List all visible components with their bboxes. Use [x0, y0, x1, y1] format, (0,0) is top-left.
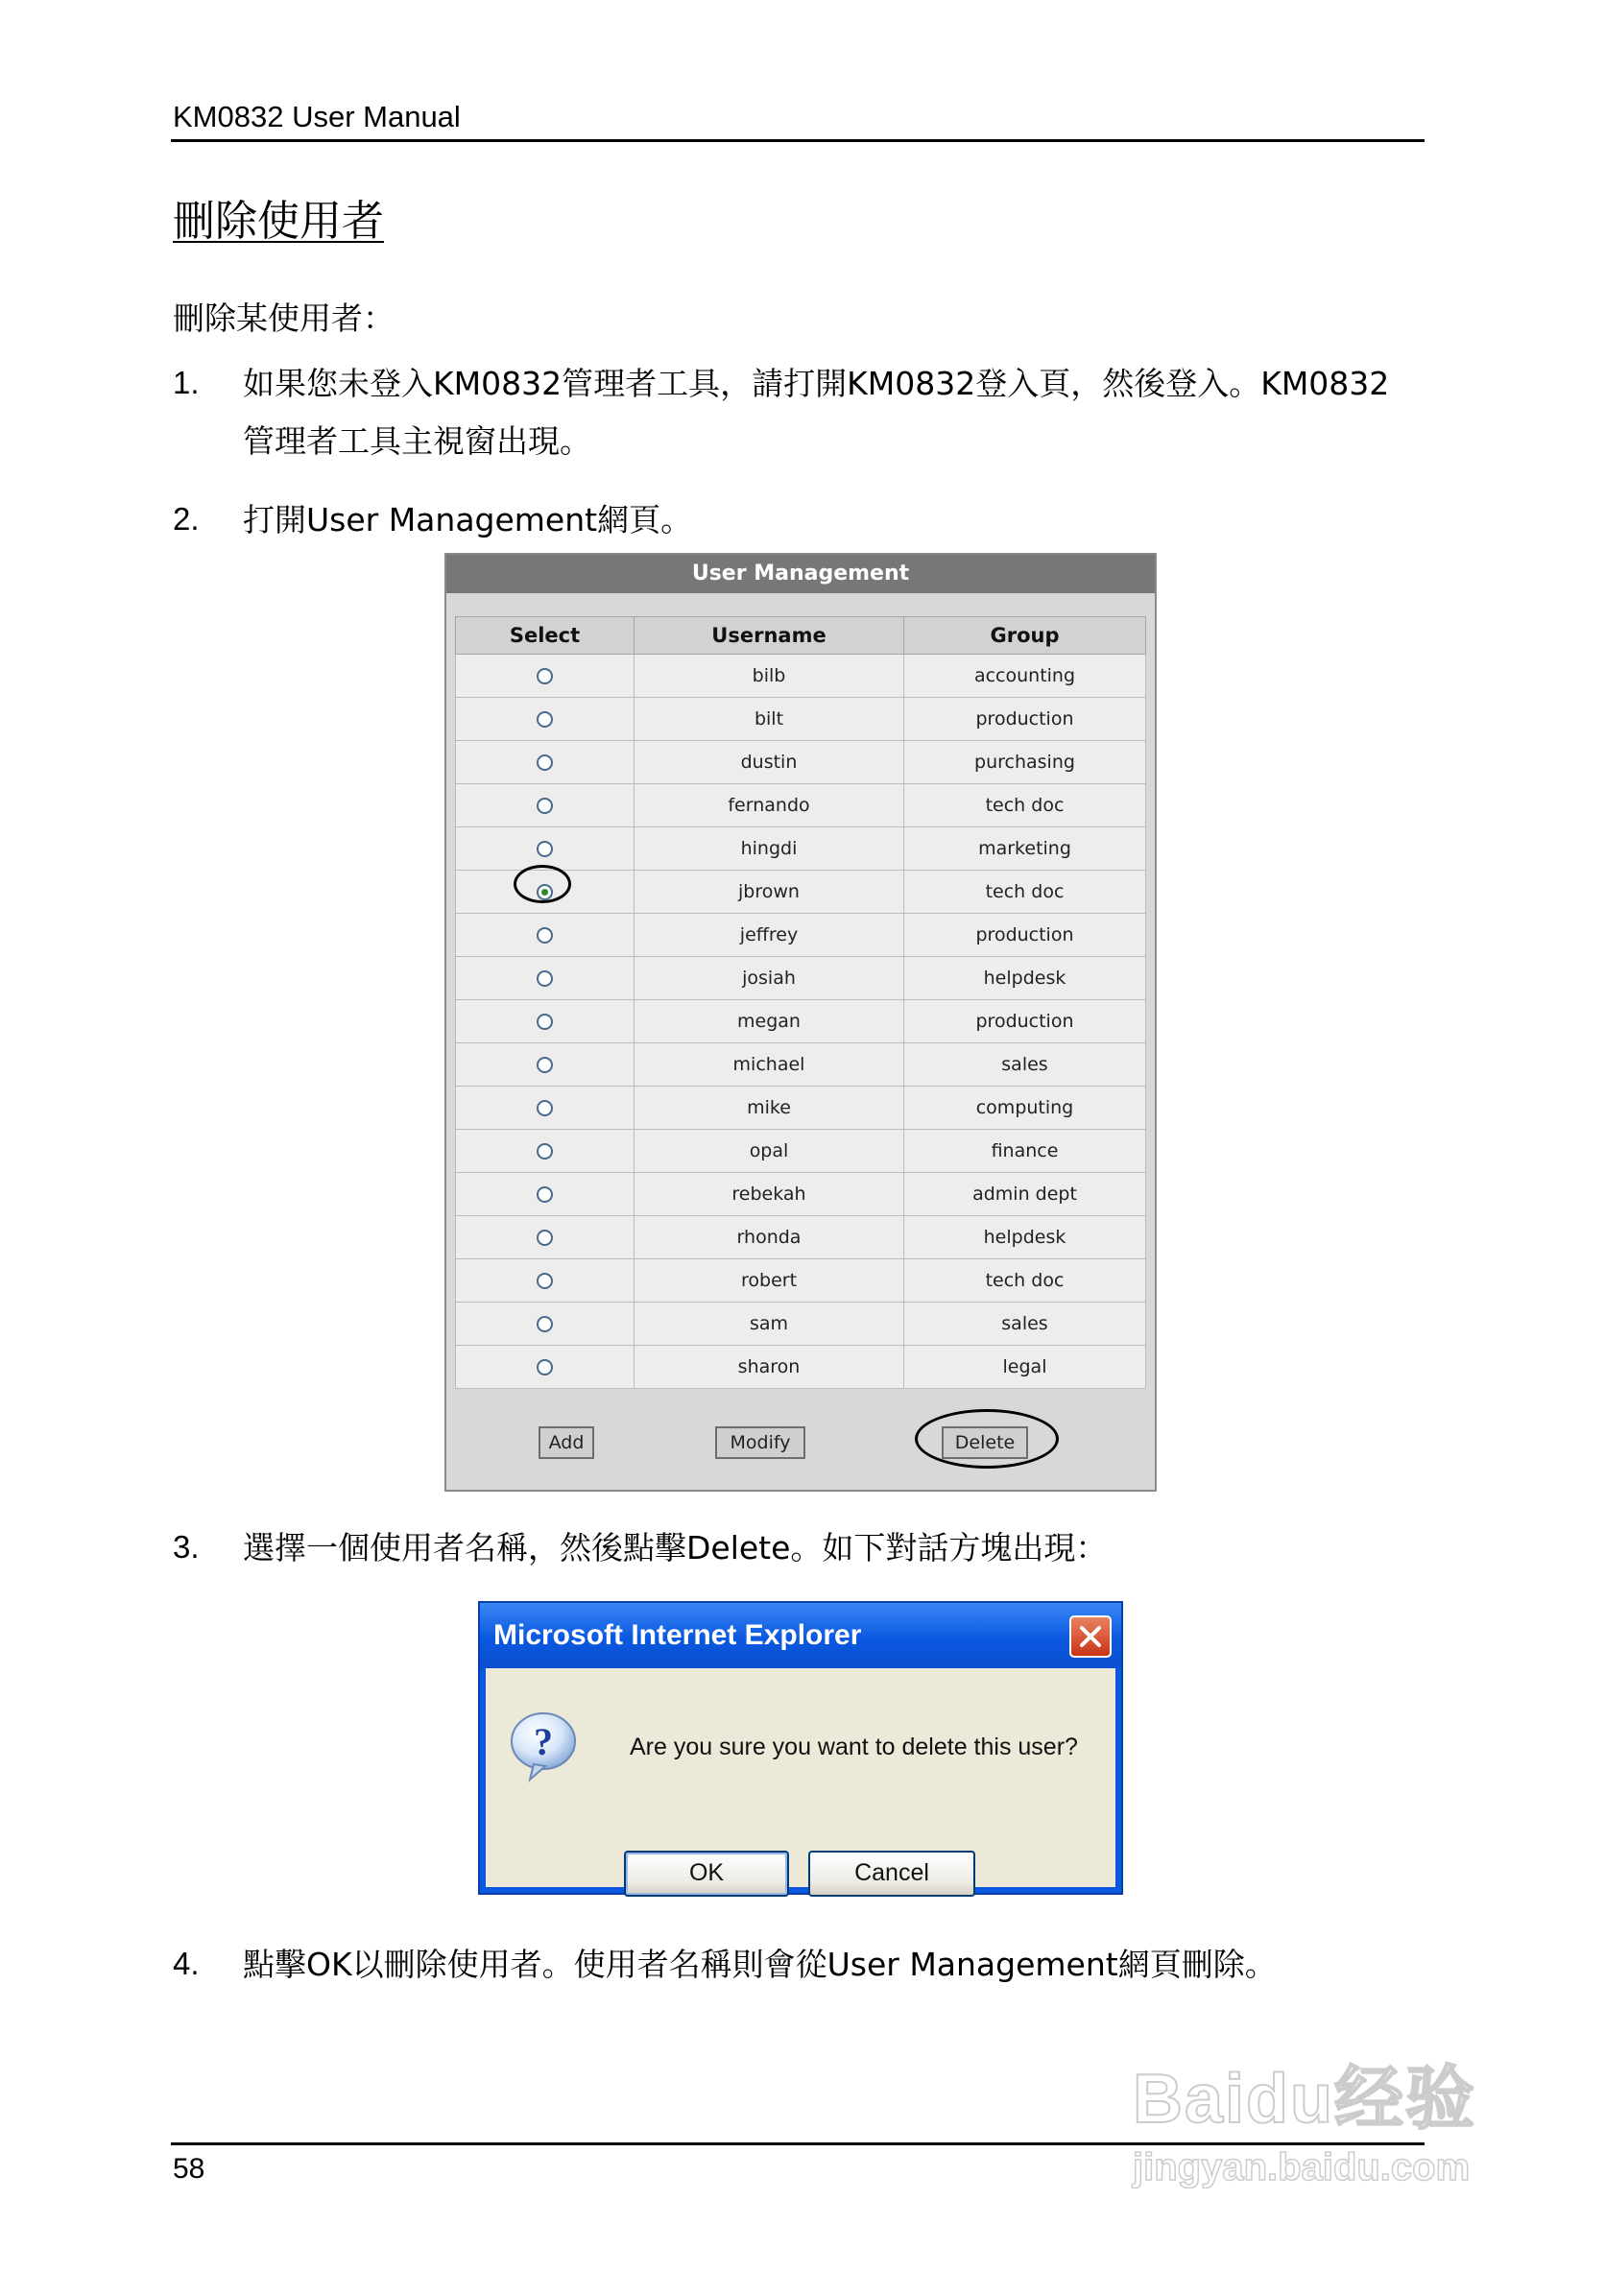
- group-cell: purchasing: [904, 741, 1146, 784]
- username-cell: opal: [635, 1130, 904, 1173]
- select-radio[interactable]: [537, 1057, 553, 1073]
- select-cell: [456, 1130, 635, 1173]
- confirm-dialog: [478, 1601, 1123, 1895]
- select-radio[interactable]: [537, 1100, 553, 1116]
- step-text: [243, 1936, 1277, 1994]
- group-cell: production: [904, 914, 1146, 957]
- username-cell: bilb: [635, 655, 904, 698]
- select-cell: [456, 1216, 635, 1259]
- username-cell: josiah: [635, 957, 904, 1000]
- user-table-body: [456, 655, 1146, 1389]
- select-radio[interactable]: [537, 1359, 553, 1375]
- table-row: [456, 1173, 1146, 1216]
- table-row: [456, 655, 1146, 698]
- dialog-body: [486, 1668, 1115, 1887]
- table-row: [456, 698, 1146, 741]
- step-line: 如果您未登入KM0832管理者工具，請打開KM0832登入頁，然後登入。KM0832: [243, 365, 1390, 402]
- table-row: [456, 957, 1146, 1000]
- table-row: [456, 871, 1146, 914]
- select-cell: [456, 827, 635, 871]
- username-cell: sam: [635, 1303, 904, 1346]
- watermark-url: jingyan.baidu.com: [1133, 2146, 1471, 2188]
- table-row: [456, 1259, 1146, 1303]
- step-line: 管理者工具主視窗出現。: [243, 422, 591, 460]
- question-icon: [505, 1707, 586, 1791]
- select-radio[interactable]: [537, 711, 553, 728]
- dialog-title: Microsoft Internet Explorer: [493, 1619, 862, 1651]
- step-line: 點擊OK以刪除使用者。使用者名稱則會從User Management網頁刪除。: [243, 1946, 1277, 1983]
- select-radio[interactable]: [537, 927, 553, 944]
- select-radio[interactable]: [537, 841, 553, 857]
- step-number: 1.: [173, 365, 200, 400]
- username-cell: megan: [635, 1000, 904, 1043]
- group-cell: production: [904, 1000, 1146, 1043]
- table-row: [456, 1130, 1146, 1173]
- select-radio[interactable]: [537, 668, 553, 684]
- select-radio[interactable]: [537, 1014, 553, 1030]
- select-cell: [456, 914, 635, 957]
- step-line: 打開User Management網頁。: [243, 501, 693, 538]
- page-number: 58: [173, 2153, 205, 2185]
- select-cell: [456, 1087, 635, 1130]
- select-radio[interactable]: [537, 1273, 553, 1289]
- select-radio[interactable]: [537, 970, 553, 987]
- select-cell: [456, 1173, 635, 1216]
- username-cell: rhonda: [635, 1216, 904, 1259]
- group-cell: tech doc: [904, 1259, 1146, 1303]
- group-cell: helpdesk: [904, 957, 1146, 1000]
- dialog-message: Are you sure you want to delete this user?: [630, 1734, 1078, 1760]
- group-cell: legal: [904, 1346, 1146, 1389]
- header-rule: [171, 139, 1425, 142]
- username-cell: michael: [635, 1043, 904, 1087]
- table-row: [456, 1346, 1146, 1389]
- username-cell: hingdi: [635, 827, 904, 871]
- username-cell: jeffrey: [635, 914, 904, 957]
- group-cell: tech doc: [904, 871, 1146, 914]
- group-cell: marketing: [904, 827, 1146, 871]
- column-header-group: Group: [904, 617, 1146, 655]
- group-cell: finance: [904, 1130, 1146, 1173]
- step-number: 3.: [173, 1529, 200, 1565]
- table-row: [456, 741, 1146, 784]
- select-radio[interactable]: [537, 754, 553, 771]
- username-cell: jbrown: [635, 871, 904, 914]
- column-header-select: Select: [456, 617, 635, 655]
- select-radio[interactable]: [537, 1186, 553, 1203]
- modify-button[interactable]: Modify: [715, 1426, 805, 1459]
- column-header-username: Username: [635, 617, 904, 655]
- select-cell: [456, 655, 635, 698]
- username-cell: dustin: [635, 741, 904, 784]
- group-cell: helpdesk: [904, 1216, 1146, 1259]
- table-row: [456, 1000, 1146, 1043]
- close-icon[interactable]: [1069, 1615, 1112, 1658]
- select-cell: [456, 1303, 635, 1346]
- select-cell: [456, 871, 635, 914]
- svg-text:?: ?: [534, 1720, 553, 1763]
- step-text: [243, 355, 1389, 470]
- select-radio[interactable]: [537, 1143, 553, 1160]
- select-radio[interactable]: [537, 884, 553, 900]
- table-row: [456, 1043, 1146, 1087]
- step-number: 4.: [173, 1946, 200, 1981]
- table-row: [456, 1087, 1146, 1130]
- ok-button[interactable]: OK: [624, 1851, 789, 1897]
- step-text: [243, 1519, 1107, 1577]
- user-management-panel: [444, 553, 1157, 1492]
- table-row: [456, 784, 1146, 827]
- username-cell: rebekah: [635, 1173, 904, 1216]
- group-cell: sales: [904, 1043, 1146, 1087]
- select-cell: [456, 698, 635, 741]
- group-cell: tech doc: [904, 784, 1146, 827]
- group-cell: accounting: [904, 655, 1146, 698]
- cancel-button[interactable]: Cancel: [808, 1851, 975, 1897]
- username-cell: mike: [635, 1087, 904, 1130]
- step-number: 2.: [173, 501, 200, 537]
- group-cell: sales: [904, 1303, 1146, 1346]
- manual-header-title: KM0832 User Manual: [173, 100, 461, 133]
- select-cell: [456, 1259, 635, 1303]
- group-cell: admin dept: [904, 1173, 1146, 1216]
- username-cell: fernando: [635, 784, 904, 827]
- select-cell: [456, 1043, 635, 1087]
- watermark: [1133, 2043, 1476, 2189]
- table-row: [456, 827, 1146, 871]
- table-row: [456, 1303, 1146, 1346]
- watermark-logo: Baidu经验: [1133, 2061, 1477, 2138]
- select-radio[interactable]: [537, 798, 553, 814]
- username-cell: bilt: [635, 698, 904, 741]
- select-radio[interactable]: [537, 1316, 553, 1332]
- select-cell: [456, 957, 635, 1000]
- step-text: [243, 491, 692, 549]
- group-cell: computing: [904, 1087, 1146, 1130]
- table-row: [456, 914, 1146, 957]
- section-title: 刪除使用者: [173, 197, 384, 246]
- table-row: [456, 1216, 1146, 1259]
- intro-text: 刪除某使用者：: [173, 299, 395, 337]
- add-button[interactable]: Add: [539, 1426, 594, 1459]
- select-cell: [456, 1000, 635, 1043]
- select-cell: [456, 1346, 635, 1389]
- username-cell: sharon: [635, 1346, 904, 1389]
- username-cell: robert: [635, 1259, 904, 1303]
- dialog-titlebar: [480, 1603, 1121, 1668]
- select-cell: [456, 784, 635, 827]
- select-cell: [456, 741, 635, 784]
- user-table: [455, 616, 1146, 1389]
- user-management-title: User Management: [446, 555, 1155, 593]
- step-line: 選擇一個使用者名稱，然後點擊Delete。如下對話方塊出現：: [243, 1529, 1108, 1567]
- group-cell: production: [904, 698, 1146, 741]
- delete-button[interactable]: Delete: [942, 1426, 1028, 1459]
- select-radio[interactable]: [537, 1230, 553, 1246]
